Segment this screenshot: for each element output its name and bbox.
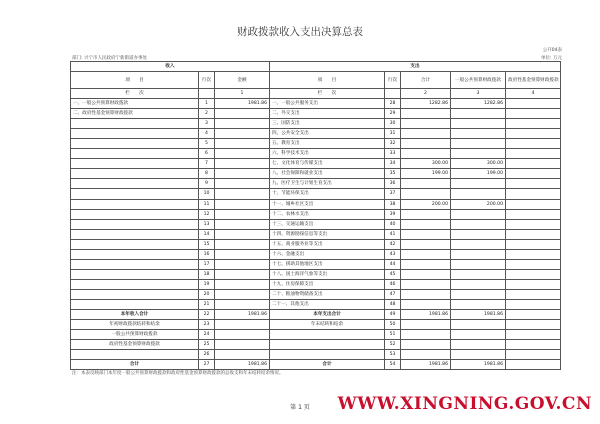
- expense-fund-cell: [506, 119, 561, 129]
- table-row: [71, 179, 561, 189]
- table-row: [71, 229, 561, 239]
- expense-general-cell: 200.00: [451, 199, 506, 209]
- table-row: [71, 169, 561, 179]
- income-row-no-cell: 10: [199, 189, 215, 199]
- income-item-cell: [71, 189, 199, 199]
- income-amount-cell: 1981.86: [215, 310, 270, 320]
- income-item-header: 项 目: [71, 72, 199, 89]
- expense-total-cell: [401, 249, 451, 259]
- income-row-no-cell: 18: [199, 269, 215, 279]
- expense-item-cell: 合计: [270, 360, 385, 370]
- expense-total-cell: [401, 269, 451, 279]
- expense-header: 支出: [270, 62, 561, 72]
- expense-item-cell: 三、国防支出: [270, 119, 385, 129]
- table-row: [71, 139, 561, 149]
- income-row-no-cell: 24: [199, 330, 215, 340]
- expense-row-no-cell: 41: [385, 229, 401, 239]
- income-item-cell: [71, 239, 199, 249]
- income-row-no-cell: 21: [199, 299, 215, 309]
- expense-row-no-cell: 54: [385, 360, 401, 370]
- expense-general-cell: [451, 330, 506, 340]
- income-item-cell: [71, 249, 199, 259]
- expense-total-cell: 1981.86: [401, 360, 451, 370]
- expense-total-cell: [401, 239, 451, 249]
- expense-fund-cell: [506, 259, 561, 269]
- income-amount-cell: [215, 119, 270, 129]
- table-row: [71, 279, 561, 289]
- expense-general-cell: [451, 229, 506, 239]
- expense-total-cell: 300.00: [401, 159, 451, 169]
- unit-label: 单位: 万元: [541, 56, 562, 61]
- income-amount-cell: [215, 320, 270, 330]
- income-row-no-cell: 23: [199, 320, 215, 330]
- expense-total-cell: [401, 219, 451, 229]
- income-amount-cell: [215, 299, 270, 309]
- expense-general-cell: 199.00: [451, 169, 506, 179]
- fund-budget-header: 政府性基金预算财政拨款: [506, 72, 561, 89]
- expense-item-cell: 十、节能环保支出: [270, 189, 385, 199]
- expense-general-cell: [451, 259, 506, 269]
- expense-row-no-cell: 53: [385, 350, 401, 360]
- income-row-no-cell: 5: [199, 139, 215, 149]
- income-amount-cell: [215, 259, 270, 269]
- income-item-cell: [71, 119, 199, 129]
- income-row-no-cell: 4: [199, 129, 215, 139]
- expense-row-no-cell: 48: [385, 299, 401, 309]
- expense-item-cell: 十六、金融支出: [270, 249, 385, 259]
- expense-total-cell: [401, 289, 451, 299]
- expense-general-cell: 1981.86: [451, 310, 506, 320]
- income-row-no-cell: 15: [199, 239, 215, 249]
- table-row: [71, 209, 561, 219]
- income-amount-cell: 1981.86: [215, 360, 270, 370]
- expense-item-cell: [270, 330, 385, 340]
- income-amount-cell: [215, 340, 270, 350]
- income-item-cell: 政府性基金预算财政拨款: [71, 340, 199, 350]
- expense-row-no-cell: 51: [385, 330, 401, 340]
- expense-item-cell: 十七、援助其他地区支出: [270, 259, 385, 269]
- table-row: [71, 239, 561, 249]
- expense-item-cell: 六、科学技术支出: [270, 149, 385, 159]
- expense-fund-cell: [506, 149, 561, 159]
- expense-item-cell: 年末结转和结余: [270, 320, 385, 330]
- income-row-no-cell: 11: [199, 199, 215, 209]
- expense-general-cell: [451, 299, 506, 309]
- expense-item-cell: 七、文化体育与传媒支出: [270, 159, 385, 169]
- expense-row-no-cell: 35: [385, 169, 401, 179]
- expense-total-cell: [401, 119, 451, 129]
- table-row: [71, 249, 561, 259]
- income-row-no-cell: 27: [199, 360, 215, 370]
- expense-general-cell: [451, 350, 506, 360]
- expense-fund-cell: [506, 139, 561, 149]
- expense-fund-cell: [506, 189, 561, 199]
- expense-row-no-cell: 29: [385, 109, 401, 119]
- income-item-cell: 二、政府性基金预算财政拨款: [71, 109, 199, 119]
- income-item-cell: 一般公共预算财政拨款: [71, 330, 199, 340]
- income-row-no-cell: 19: [199, 279, 215, 289]
- income-amount-cell: [215, 350, 270, 360]
- income-row-no-cell: 26: [199, 350, 215, 360]
- expense-fund-cell: [506, 109, 561, 119]
- table-row: [71, 330, 561, 340]
- expense-row-no-cell: 31: [385, 129, 401, 139]
- expense-general-cell: [451, 289, 506, 299]
- expense-fund-cell: [506, 159, 561, 169]
- expense-total-cell: [401, 209, 451, 219]
- expense-row-no-cell: 49: [385, 310, 401, 320]
- website-watermark: WWW.XINGNING.GOV.CN: [337, 394, 592, 414]
- income-row-no-cell: 14: [199, 229, 215, 239]
- expense-total-cell: [401, 229, 451, 239]
- expense-general-cell: [451, 179, 506, 189]
- expense-fund-cell: [506, 289, 561, 299]
- expense-total-cell: [401, 259, 451, 269]
- expense-total-cell: [401, 320, 451, 330]
- table-row: [71, 149, 561, 159]
- table-row: [71, 269, 561, 279]
- expense-item-cell: [270, 340, 385, 350]
- expense-row-no-cell: 32: [385, 139, 401, 149]
- income-amount-cell: [215, 139, 270, 149]
- income-item-cell: [71, 350, 199, 360]
- expense-total-cell: 1981.86: [401, 310, 451, 320]
- expense-fund-cell: [506, 179, 561, 189]
- income-amount-cell: [215, 269, 270, 279]
- expense-column-index-label: 栏 次: [270, 89, 385, 99]
- income-item-cell: [71, 259, 199, 269]
- expense-general-cell: [451, 279, 506, 289]
- income-item-cell: [71, 269, 199, 279]
- footnote: 注：本表反映部门本年度一般公共预算财政拨款和政府性基金预算财政拨款的总收支和年末结转结余情况。: [72, 371, 284, 376]
- expense-row-no-cell: 33: [385, 149, 401, 159]
- expense-total-cell: [401, 139, 451, 149]
- expense-row-no-cell: 39: [385, 209, 401, 219]
- income-amount-cell: [215, 109, 270, 119]
- budget-table: [70, 61, 561, 370]
- expense-row-no-cell: 44: [385, 259, 401, 269]
- expense-general-cell: [451, 119, 506, 129]
- expense-total-cell: [401, 330, 451, 340]
- expense-fund-cell: [506, 360, 561, 370]
- general-budget-header: 一般公共预算财政拨款: [451, 72, 506, 89]
- table-row: [71, 199, 561, 209]
- expense-fund-cell: [506, 320, 561, 330]
- income-amount-cell: [215, 279, 270, 289]
- expense-row-no-cell: 37: [385, 189, 401, 199]
- table-row: [71, 259, 561, 269]
- expense-fund-cell: [506, 340, 561, 350]
- expense-total-cell: [401, 189, 451, 199]
- income-item-cell: 合计: [71, 360, 199, 370]
- expense-general-cell: 1282.86: [451, 99, 506, 109]
- income-amount-cell: [215, 209, 270, 219]
- expense-row-no-cell: 36: [385, 179, 401, 189]
- income-amount-cell: [215, 189, 270, 199]
- income-item-cell: [71, 169, 199, 179]
- page-number: 第 1 页: [290, 404, 310, 411]
- expense-fund-cell: [506, 330, 561, 340]
- expense-row-no-cell: 30: [385, 119, 401, 129]
- total-header: 合计: [401, 72, 451, 89]
- table-row: [71, 159, 561, 169]
- form-code: 公开04表: [542, 48, 562, 53]
- income-amount-cell: 1981.86: [215, 99, 270, 109]
- expense-fund-cell: [506, 279, 561, 289]
- expense-fund-cell: [506, 209, 561, 219]
- expense-total-cell: [401, 129, 451, 139]
- expense-general-cell: 1981.86: [451, 360, 506, 370]
- income-item-cell: [71, 219, 199, 229]
- income-item-cell: 一、一般公共预算财政拨款: [71, 99, 199, 109]
- expense-general-cell: [451, 129, 506, 139]
- income-row-no-cell: 25: [199, 340, 215, 350]
- expense-item-header: 项 目: [270, 72, 385, 89]
- income-row-no-cell: 16: [199, 249, 215, 259]
- expense-item-cell: 二十一、其他支出: [270, 299, 385, 309]
- income-item-cell: [71, 159, 199, 169]
- expense-row-no-cell: 42: [385, 239, 401, 249]
- amount-header: 金额: [215, 72, 270, 89]
- table-row: [71, 360, 561, 370]
- income-row-no-cell: 12: [199, 209, 215, 219]
- expense-total-cell: [401, 279, 451, 289]
- income-row-no-cell: 13: [199, 219, 215, 229]
- expense-item-cell: 十三、交通运输支出: [270, 219, 385, 229]
- income-item-cell: [71, 279, 199, 289]
- expense-item-cell: 本年支出合计: [270, 310, 385, 320]
- income-amount-cell: [215, 330, 270, 340]
- expense-total-cell: [401, 299, 451, 309]
- expense-general-cell: [451, 149, 506, 159]
- income-item-cell: 本年收入合计: [71, 310, 199, 320]
- expense-general-cell: [451, 239, 506, 249]
- expense-fund-cell: [506, 269, 561, 279]
- expense-item-cell: 十二、农林水支出: [270, 209, 385, 219]
- expense-item-cell: 二十、粮油物资储备支出: [270, 289, 385, 299]
- income-amount-cell: [215, 149, 270, 159]
- income-item-cell: [71, 149, 199, 159]
- expense-general-cell: [451, 320, 506, 330]
- expense-total-cell: [401, 149, 451, 159]
- income-amount-cell: [215, 219, 270, 229]
- table-row: [71, 340, 561, 350]
- income-amount-cell: [215, 249, 270, 259]
- table-row: [71, 119, 561, 129]
- income-row-no-cell: 17: [199, 259, 215, 269]
- expense-general-cell: [451, 209, 506, 219]
- income-item-cell: [71, 139, 199, 149]
- expense-item-cell: 二、外交支出: [270, 109, 385, 119]
- income-row-no-cell: 2: [199, 109, 215, 119]
- expense-general-cell: [451, 219, 506, 229]
- income-item-cell: [71, 179, 199, 189]
- expense-item-cell: 一、一般公共服务支出: [270, 99, 385, 109]
- income-amount-cell: [215, 229, 270, 239]
- expense-general-cell: [451, 189, 506, 199]
- expense-fund-cell: [506, 99, 561, 109]
- income-item-cell: [71, 229, 199, 239]
- income-header: 收入: [71, 62, 270, 72]
- income-item-cell: [71, 129, 199, 139]
- expense-total-cell: [401, 109, 451, 119]
- column-index-2: 2: [401, 89, 451, 99]
- income-row-no-header: 行次: [199, 72, 215, 89]
- income-item-cell: [71, 289, 199, 299]
- expense-fund-cell: [506, 299, 561, 309]
- expense-general-cell: [451, 269, 506, 279]
- expense-fund-cell: [506, 239, 561, 249]
- income-amount-cell: [215, 159, 270, 169]
- expense-fund-cell: [506, 229, 561, 239]
- expense-fund-cell: [506, 169, 561, 179]
- expense-general-cell: [451, 139, 506, 149]
- expense-item-cell: 十八、国土海洋气象等支出: [270, 269, 385, 279]
- column-index-3: 3: [451, 89, 506, 99]
- expense-item-cell: 十九、住房保障支出: [270, 279, 385, 289]
- expense-row-no-cell: 50: [385, 320, 401, 330]
- expense-general-cell: [451, 340, 506, 350]
- expense-fund-cell: [506, 310, 561, 320]
- income-item-cell: 年初财政拨款结转和结余: [71, 320, 199, 330]
- expense-row-no-header: 行次: [385, 72, 401, 89]
- expense-general-cell: [451, 249, 506, 259]
- expense-item-cell: 四、公共安全支出: [270, 129, 385, 139]
- expense-row-no-cell: 46: [385, 279, 401, 289]
- table-row: [71, 109, 561, 119]
- income-row-no-cell: 9: [199, 179, 215, 189]
- expense-total-cell: 199.00: [401, 169, 451, 179]
- table-row: [71, 299, 561, 309]
- table-row: [71, 320, 561, 330]
- expense-item-cell: 十四、资源勘探信息等支出: [270, 229, 385, 239]
- report-title: 财政拨款收入支出决算总表: [237, 26, 363, 38]
- income-row-no-cell: 22: [199, 310, 215, 320]
- income-item-cell: [71, 299, 199, 309]
- income-amount-cell: [215, 199, 270, 209]
- column-index-1: 1: [215, 89, 270, 99]
- income-row-no-cell: 8: [199, 169, 215, 179]
- expense-row-no-cell: 47: [385, 289, 401, 299]
- expense-fund-cell: [506, 350, 561, 360]
- income-column-index-label: 栏 次: [71, 89, 199, 99]
- expense-row-no-cell: 45: [385, 269, 401, 279]
- income-row-no-cell: 3: [199, 119, 215, 129]
- table-row: [71, 310, 561, 320]
- income-amount-cell: [215, 169, 270, 179]
- expense-row-no-cell: 52: [385, 340, 401, 350]
- expense-row-no-cell: 43: [385, 249, 401, 259]
- income-item-cell: [71, 209, 199, 219]
- expense-item-cell: [270, 350, 385, 360]
- expense-total-cell: 200.00: [401, 199, 451, 209]
- income-amount-cell: [215, 179, 270, 189]
- expense-total-cell: [401, 350, 451, 360]
- table-row: [71, 289, 561, 299]
- table-row: [71, 99, 561, 109]
- table-row: [71, 219, 561, 229]
- income-amount-cell: [215, 289, 270, 299]
- expense-general-cell: [451, 109, 506, 119]
- expense-fund-cell: [506, 219, 561, 229]
- income-amount-cell: [215, 239, 270, 249]
- income-item-cell: [71, 199, 199, 209]
- expense-fund-cell: [506, 249, 561, 259]
- income-row-no-cell: 7: [199, 159, 215, 169]
- expense-item-cell: 十一、城乡社区支出: [270, 199, 385, 209]
- expense-fund-cell: [506, 129, 561, 139]
- table-row: [71, 189, 561, 199]
- table-row: [71, 129, 561, 139]
- expense-item-cell: 八、社会保障和就业支出: [270, 169, 385, 179]
- expense-total-cell: [401, 179, 451, 189]
- income-row-no-cell: 6: [199, 149, 215, 159]
- column-index-4: 4: [506, 89, 561, 99]
- expense-general-cell: 300.00: [451, 159, 506, 169]
- expense-fund-cell: [506, 199, 561, 209]
- expense-row-no-cell: 34: [385, 159, 401, 169]
- table-row: [71, 350, 561, 360]
- income-row-no-cell: 1: [199, 99, 215, 109]
- expense-item-cell: 十五、商业服务业等支出: [270, 239, 385, 249]
- expense-total-cell: 1282.86: [401, 99, 451, 109]
- income-row-no-cell: 20: [199, 289, 215, 299]
- department-label: 部门: 兴宁市人民政府宁新街道办事处: [72, 56, 147, 61]
- expense-row-no-cell: 40: [385, 219, 401, 229]
- expense-total-cell: [401, 340, 451, 350]
- expense-item-cell: 九、医疗卫生与计划生育支出: [270, 179, 385, 189]
- expense-item-cell: 五、教育支出: [270, 139, 385, 149]
- expense-row-no-cell: 28: [385, 99, 401, 109]
- income-amount-cell: [215, 129, 270, 139]
- expense-row-no-cell: 38: [385, 199, 401, 209]
